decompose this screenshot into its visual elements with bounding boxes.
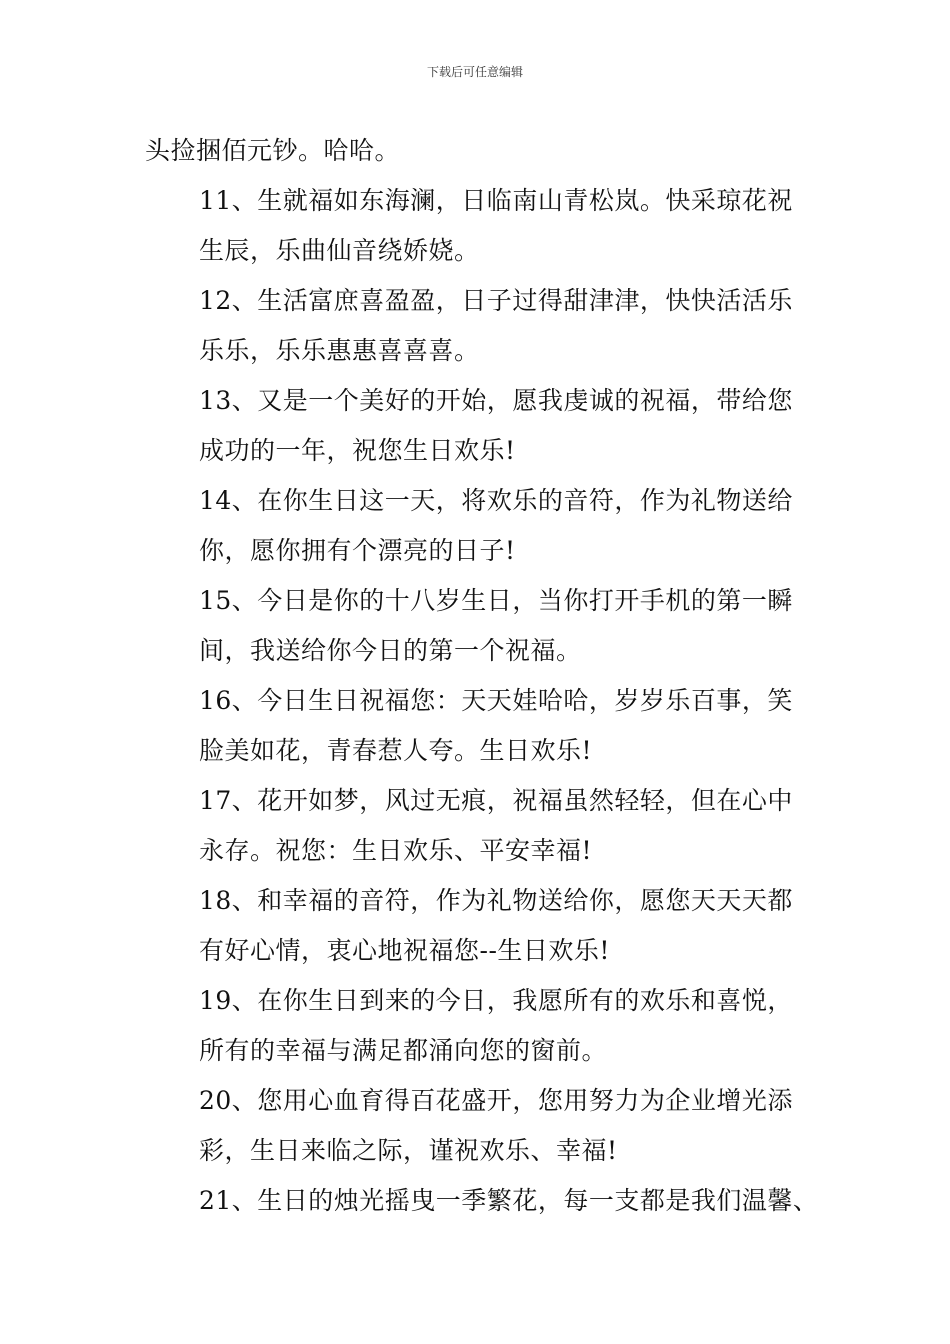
page-header: 下载后可任意编辑 bbox=[426, 65, 523, 79]
paragraph-line: 20、您用心血育得百花盛开，您用努力为企业增光添 bbox=[199, 1086, 793, 1115]
paragraph bbox=[145, 776, 825, 876]
paragraph-line: 永存。祝您：生日欢乐、平安幸福! bbox=[199, 836, 593, 865]
document-body bbox=[145, 126, 825, 1226]
paragraph bbox=[145, 126, 825, 176]
paragraph-line: 11、生就福如东海澜，日临南山青松岚。快采琼花祝 bbox=[199, 186, 793, 215]
paragraph bbox=[145, 176, 825, 276]
paragraph-line: 18、和幸福的音符，作为礼物送给你，愿您天天天都 bbox=[199, 886, 793, 915]
paragraph bbox=[145, 1176, 825, 1226]
paragraph-line: 21、生日的烛光摇曳一季繁花，每一支都是我们温馨、 bbox=[199, 1186, 819, 1215]
paragraph-line: 头捡捆佰元钞。哈哈。 bbox=[145, 136, 401, 165]
paragraph bbox=[145, 1076, 825, 1176]
paragraph bbox=[145, 976, 825, 1076]
paragraph-line: 有好心情，衷心地祝福您--生日欢乐! bbox=[199, 936, 610, 965]
paragraph-line: 彩，生日来临之际，谨祝欢乐、幸福! bbox=[199, 1136, 618, 1165]
paragraph bbox=[145, 876, 825, 976]
paragraph-line: 15、今日是你的十八岁生日，当你打开手机的第一瞬 bbox=[199, 586, 793, 615]
paragraph-line: 14、在你生日这一天，将欢乐的音符，作为礼物送给 bbox=[199, 486, 793, 515]
paragraph-line: 12、生活富庶喜盈盈，日子过得甜津津，快快活活乐 bbox=[199, 286, 793, 315]
paragraph bbox=[145, 376, 825, 476]
paragraph-line: 生辰，乐曲仙音绕娇娆。 bbox=[199, 236, 480, 265]
paragraph-line: 乐乐，乐乐惠惠喜喜喜。 bbox=[199, 336, 480, 365]
paragraph bbox=[145, 576, 825, 676]
paragraph-line: 19、在你生日到来的今日，我愿所有的欢乐和喜悦， bbox=[199, 986, 793, 1015]
paragraph-line: 13、又是一个美好的开始，愿我虔诚的祝福，带给您 bbox=[199, 386, 793, 415]
paragraph-line: 17、花开如梦，风过无痕，祝福虽然轻轻，但在心中 bbox=[199, 786, 793, 815]
paragraph-line: 脸美如花，青春惹人夸。生日欢乐! bbox=[199, 736, 593, 765]
paragraph bbox=[145, 276, 825, 376]
paragraph-line: 你，愿你拥有个漂亮的日子! bbox=[199, 536, 516, 565]
paragraph-line: 16、今日生日祝福您：天天娃哈哈，岁岁乐百事，笑 bbox=[199, 686, 793, 715]
paragraph-line: 所有的幸福与满足都涌向您的窗前。 bbox=[199, 1036, 608, 1065]
paragraph bbox=[145, 476, 825, 576]
paragraph-line: 间，我送给你今日的第一个祝福。 bbox=[199, 636, 582, 665]
paragraph bbox=[145, 676, 825, 776]
paragraph-line: 成功的一年，祝您生日欢乐! bbox=[199, 436, 516, 465]
